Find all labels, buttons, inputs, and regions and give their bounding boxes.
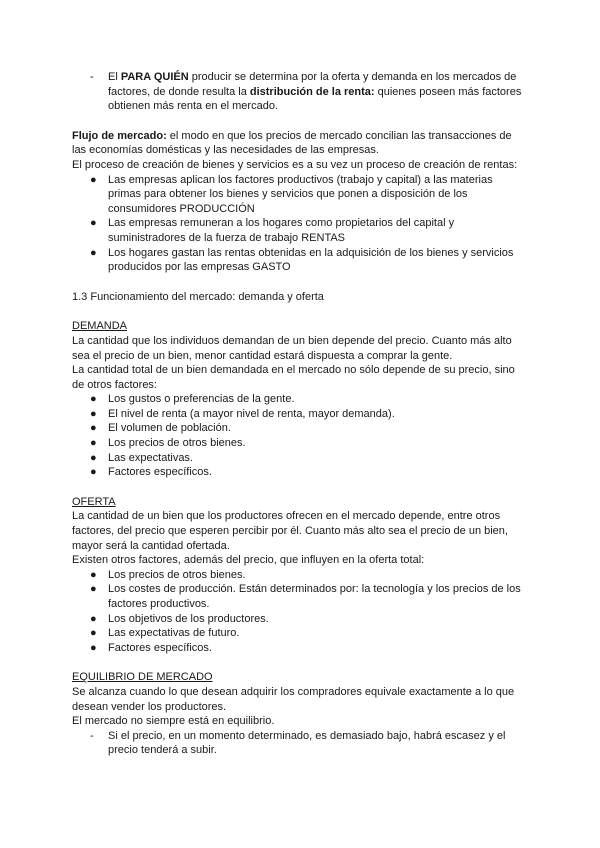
list-item-text: Las empresas remuneran a los hogares como propietarios del capital y suministradores de la fuerza de trabajo RENTAS [108, 217, 455, 244]
bullet-icon: ● [90, 437, 97, 450]
bullet-icon: ● [90, 422, 97, 435]
equilibrio-title: EQUILIBRIO DE MERCADO [72, 671, 213, 684]
flujo-term: Flujo de mercado: [72, 129, 167, 142]
demanda-paragraph-1: La cantidad que los individuos demandan de un bien depende del precio. Cuanto más alto sea el precio de un bien, menor cantidad estará dispuesta a comprar la gente. [72, 334, 512, 362]
list-item-text: El nivel de renta (a mayor nivel de renta, mayor demanda). [108, 407, 395, 420]
bullet-icon: ● [90, 451, 97, 464]
bullet-icon: ● [90, 466, 97, 479]
flujo-line2: El proceso de creación de bienes y servicios es a su vez un proceso de creación de rentas: [72, 158, 518, 171]
intro-text-pre: El [108, 71, 121, 83]
list-item-text: Los hogares gastan las rentas obtenidas en la adquisición de los bienes y servicios producidos por las empresas GASTO [108, 246, 514, 274]
list-item-text: Los costes de producción. Están determinados por: la tecnología y los precios de los factores productivos. [108, 583, 521, 610]
equilibrio-paragraph-2: El mercado no siempre está en equilibrio. [72, 715, 275, 728]
intro-bold-para-quien: PARA QUIÉN [120, 71, 189, 83]
bullet-icon: ● [90, 568, 97, 581]
list-item [72, 407, 528, 422]
intro-bold-distribucion: distribución de la renta: [249, 85, 375, 98]
bullet-icon: ● [90, 407, 97, 420]
list-item-text: Los gustos o preferencias de la gente. [108, 393, 295, 406]
list-item [72, 612, 528, 627]
flujo-definition [72, 129, 528, 158]
demanda-bullet-list [72, 392, 528, 480]
bullet-icon: ● [90, 393, 97, 406]
list-item [72, 173, 528, 217]
list-item [72, 465, 528, 480]
list-item [72, 246, 528, 275]
oferta-title: OFERTA [72, 495, 116, 508]
list-item-text: Factores específicos. [108, 466, 212, 479]
bullet-icon: ● [90, 173, 97, 186]
bullet-icon: ● [90, 246, 97, 259]
list-item [72, 568, 528, 583]
list-item-text: Los objetivos de los productores. [108, 612, 269, 625]
list-item [72, 641, 528, 656]
section-heading: 1.3 Funcionamiento del mercado: demanda y oferta [72, 290, 324, 303]
oferta-paragraph-2: Existen otros factores, además del precio, que influyen en la oferta total: [72, 554, 425, 567]
intro-text-mid: producir se determina por la oferta y demanda en los mercados de factores, de donde resulta la [108, 71, 517, 98]
list-item [72, 451, 528, 466]
list-item [72, 421, 528, 436]
oferta-bullet-list [72, 568, 528, 656]
list-item-text: Las empresas aplican los factores productivos (trabajo y capital) a las materias primas para obtener los bienes y servicios que ponen a disposición de los consumidores PRODUCCIÓN [108, 173, 493, 215]
dash-marker: - [90, 71, 94, 83]
list-item-text: Las expectativas. [108, 451, 193, 464]
bullet-icon: ● [90, 641, 97, 654]
list-item-text: Los precios de otros bienes. [108, 568, 246, 581]
list-item [72, 582, 528, 611]
list-item-text: Los precios de otros bienes. [108, 437, 246, 450]
bullet-icon: ● [90, 627, 97, 640]
list-item-text: El volumen de población. [108, 422, 231, 435]
intro-dash-item [72, 70, 528, 114]
bullet-icon: ● [90, 612, 97, 625]
equilibrio-dash-text: Si el precio, en un momento determinado, es demasiado bajo, habrá escasez y el precio tenderá a subir. [108, 729, 506, 757]
list-item-text: Las expectativas de futuro. [108, 627, 240, 640]
list-item [72, 216, 528, 245]
list-item [72, 436, 528, 451]
intro-text-post: quienes poseen más factores obtienen más renta en el mercado. [108, 85, 522, 113]
equilibrio-paragraph-1: Se alcanza cuando lo que desean adquirir los compradores equivale exactamente a lo que desean vender los productores. [72, 685, 515, 713]
bullet-icon: ● [90, 583, 97, 596]
document-page [72, 70, 528, 758]
equilibrio-dash-item [72, 729, 528, 758]
flujo-bullet-list [72, 173, 528, 275]
flujo-definition-text: el modo en que los precios de mercado concilian las transacciones de las economías domésticas y las necesidades de las empresas. [72, 129, 512, 157]
dash-marker: - [90, 729, 94, 742]
list-item [72, 392, 528, 407]
demanda-title: DEMANDA [72, 320, 128, 333]
list-item-text: Factores específicos. [108, 641, 212, 654]
oferta-paragraph-1: La cantidad de un bien que los productores ofrecen en el mercado depende, entre otros factores, del precio que esperen percibir por él. Cuanto más alto sea el precio de un bien, mayor será la cantidad ofertada. [72, 510, 508, 552]
bullet-icon: ● [90, 217, 97, 230]
demanda-paragraph-2: La cantidad total de un bien demandada en el mercado no sólo depende de su precio, sino de otros factores: [72, 364, 515, 391]
list-item [72, 626, 528, 641]
